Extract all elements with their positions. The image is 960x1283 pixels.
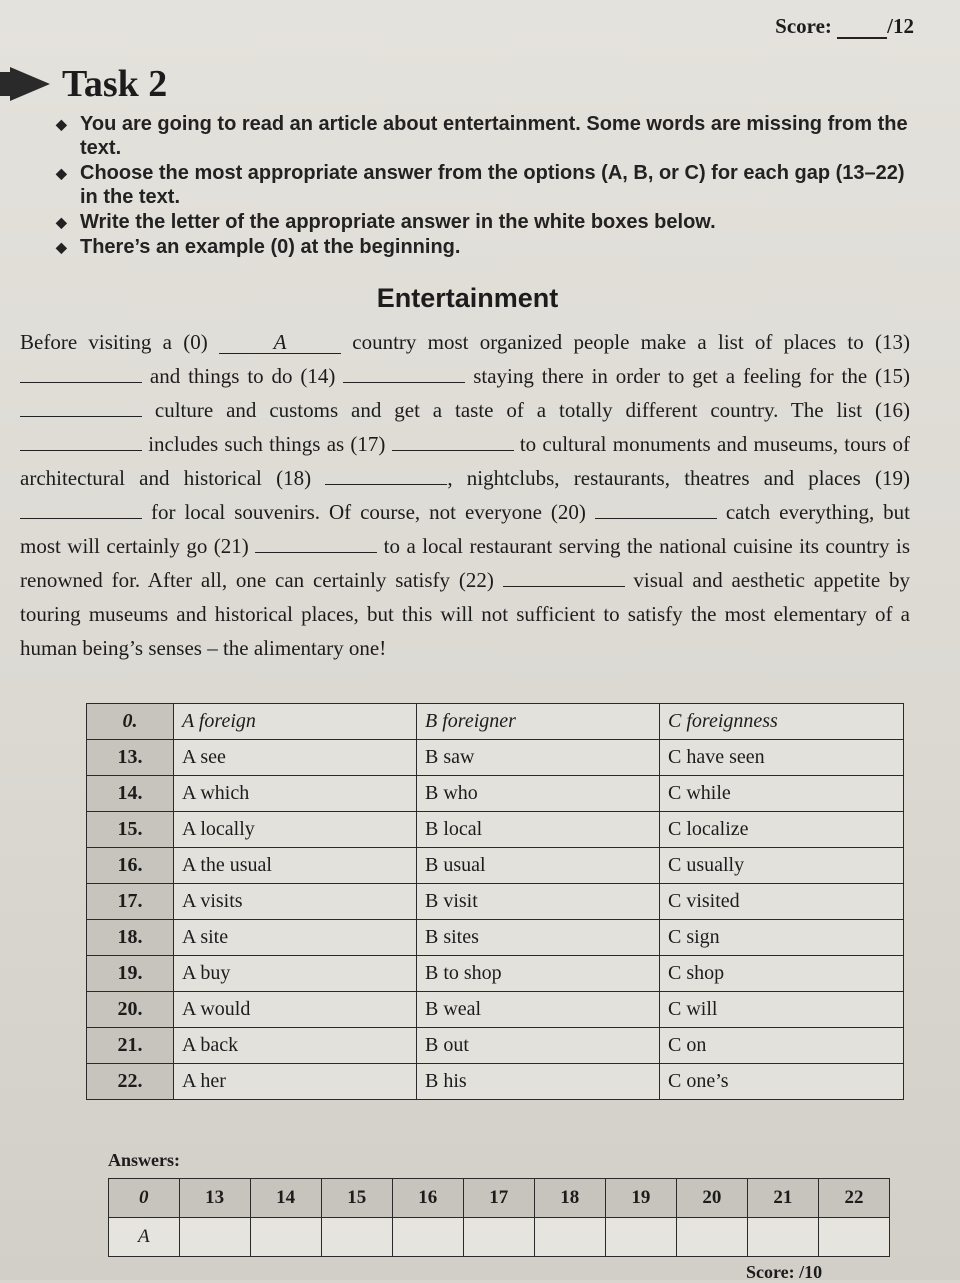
item-number: 21. — [87, 1028, 174, 1064]
text-segment: country most organized people make a list of places to — [352, 330, 864, 354]
item-number: 18. — [87, 920, 174, 956]
text-segment: to a local restaurant serving the national cuisine its country is renowned for. After all, one can certainly satisfy (22) — [20, 534, 910, 592]
text-segment: , nightclubs, restaurants, theatres and places (19) — [447, 466, 910, 490]
answer-box-example: A — [109, 1218, 180, 1257]
arrow-right-icon — [10, 67, 50, 101]
answer-header: 18 — [534, 1179, 605, 1218]
option-c: C will — [660, 992, 904, 1028]
option-c: C foreignness — [660, 704, 904, 740]
item-number: 22. — [87, 1064, 174, 1100]
options-row — [87, 884, 904, 920]
answer-box[interactable] — [534, 1218, 605, 1257]
options-row — [87, 812, 904, 848]
option-b: B visit — [417, 884, 660, 920]
text-segment: for local souvenirs. Of course, not everyone (20) — [150, 500, 586, 524]
option-b: B foreigner — [417, 704, 660, 740]
answer-box[interactable] — [250, 1218, 321, 1257]
option-a: A locally — [174, 812, 417, 848]
answer-header: 16 — [392, 1179, 463, 1218]
options-row — [87, 704, 904, 740]
instruction-item: ◆ Choose the most appropriate answer from the options (A, B, or C) for each gap (13–22) in the text. — [56, 161, 916, 209]
score-label: Score: — [746, 1262, 795, 1282]
text-segment: staying there in order to get a feeling for the (15) — [473, 364, 911, 388]
option-a: A foreign — [174, 704, 417, 740]
item-number: 17. — [87, 884, 174, 920]
gap-22[interactable] — [503, 564, 625, 587]
answer-header: 13 — [179, 1179, 250, 1218]
option-a: A which — [174, 776, 417, 812]
answer-header: 17 — [463, 1179, 534, 1218]
options-row — [87, 776, 904, 812]
option-c: C while — [660, 776, 904, 812]
score-label: Score: — [775, 14, 832, 38]
item-number: 20. — [87, 992, 174, 1028]
option-b: B local — [417, 812, 660, 848]
answers-label: Answers: — [108, 1150, 180, 1170]
answers-header-row — [109, 1179, 890, 1218]
text-segment: culture and customs and get a taste of a totally different country. The list (16) — [154, 398, 911, 422]
options-row — [87, 992, 904, 1028]
arrow-base-icon — [0, 72, 10, 96]
gap-16[interactable] — [20, 428, 142, 451]
answer-header: 20 — [676, 1179, 747, 1218]
item-number: 14. — [87, 776, 174, 812]
option-a: A site — [174, 920, 417, 956]
option-c: C usually — [660, 848, 904, 884]
options-row — [87, 1028, 904, 1064]
instructions-list — [56, 112, 916, 260]
answer-box[interactable] — [676, 1218, 747, 1257]
answer-header: 14 — [250, 1179, 321, 1218]
answer-box[interactable] — [605, 1218, 676, 1257]
option-b: B usual — [417, 848, 660, 884]
text-segment: Before visiting a (0) — [20, 330, 208, 354]
score-box — [775, 14, 914, 39]
gap-13[interactable] — [20, 360, 142, 383]
item-number: 19. — [87, 956, 174, 992]
gap-20[interactable] — [595, 496, 717, 519]
option-c: C visited — [660, 884, 904, 920]
answers-input-row — [109, 1218, 890, 1257]
instruction-item: ◆ You are going to read an article about entertainment. Some words are missing from the text. — [56, 112, 916, 160]
answers-grid — [108, 1178, 890, 1257]
instruction-item: ◆ There’s an example (0) at the beginning. — [56, 235, 916, 259]
option-b: B who — [417, 776, 660, 812]
option-c: C sign — [660, 920, 904, 956]
answer-header: 22 — [818, 1179, 889, 1218]
article-text — [20, 325, 910, 665]
options-row — [87, 956, 904, 992]
gap-0-example: A — [219, 331, 341, 354]
answer-box[interactable] — [392, 1218, 463, 1257]
options-row — [87, 740, 904, 776]
text-segment: visual and aesthetic appetite by touring museums and historical places, but this will not sufficient to satisfy the most elementary of a human being’s senses – the alimentary one! — [20, 568, 910, 660]
score-total: /10 — [799, 1262, 823, 1282]
gap-21[interactable] — [255, 530, 377, 553]
answer-box[interactable] — [818, 1218, 889, 1257]
answer-box[interactable] — [321, 1218, 392, 1257]
item-number: 13. — [87, 740, 174, 776]
gap-17[interactable] — [392, 428, 514, 451]
option-b: B weal — [417, 992, 660, 1028]
gap-15[interactable] — [20, 394, 142, 417]
option-c: C on — [660, 1028, 904, 1064]
option-c: C shop — [660, 956, 904, 992]
text-segment: to cultural monuments and museums, tours of architectural and historical (18) — [20, 432, 911, 490]
answer-header: 19 — [605, 1179, 676, 1218]
option-b: B out — [417, 1028, 660, 1064]
text-segment: (13) — [875, 330, 911, 354]
option-a: A see — [174, 740, 417, 776]
item-number: 15. — [87, 812, 174, 848]
text-segment: catch everything, but most will certainly go (21) — [20, 500, 911, 558]
option-a: A the usual — [174, 848, 417, 884]
instruction-item: ◆ Write the letter of the appropriate answer in the white boxes below. — [56, 210, 916, 234]
option-c: C have seen — [660, 740, 904, 776]
gap-18[interactable] — [325, 462, 447, 485]
answer-header: 0 — [109, 1179, 180, 1218]
score-blank[interactable] — [837, 19, 887, 39]
option-c: C one’s — [660, 1064, 904, 1100]
option-a: A visits — [174, 884, 417, 920]
option-c: C localize — [660, 812, 904, 848]
item-number: 0. — [87, 704, 174, 740]
gap-14[interactable] — [343, 360, 465, 383]
option-a: A back — [174, 1028, 417, 1064]
item-number: 16. — [87, 848, 174, 884]
task-title: Task 2 — [62, 63, 168, 105]
option-a: A buy — [174, 956, 417, 992]
options-row — [87, 848, 904, 884]
option-a: A her — [174, 1064, 417, 1100]
options-table — [86, 703, 904, 1100]
answer-box[interactable] — [179, 1218, 250, 1257]
option-b: B his — [417, 1064, 660, 1100]
article-title: Entertainment — [376, 283, 559, 313]
task-heading — [0, 62, 167, 106]
options-row — [87, 920, 904, 956]
answer-header: 21 — [747, 1179, 818, 1218]
option-a: A would — [174, 992, 417, 1028]
option-b: B to shop — [417, 956, 660, 992]
score-total: /12 — [887, 14, 914, 38]
text-segment: and things to do (14) — [149, 364, 336, 388]
answer-header: 15 — [321, 1179, 392, 1218]
text-segment: includes such things as (17) — [148, 432, 386, 456]
options-row — [87, 1064, 904, 1100]
option-b: B sites — [417, 920, 660, 956]
gap-19[interactable] — [20, 496, 142, 519]
answer-box[interactable] — [747, 1218, 818, 1257]
option-b: B saw — [417, 740, 660, 776]
answer-box[interactable] — [463, 1218, 534, 1257]
